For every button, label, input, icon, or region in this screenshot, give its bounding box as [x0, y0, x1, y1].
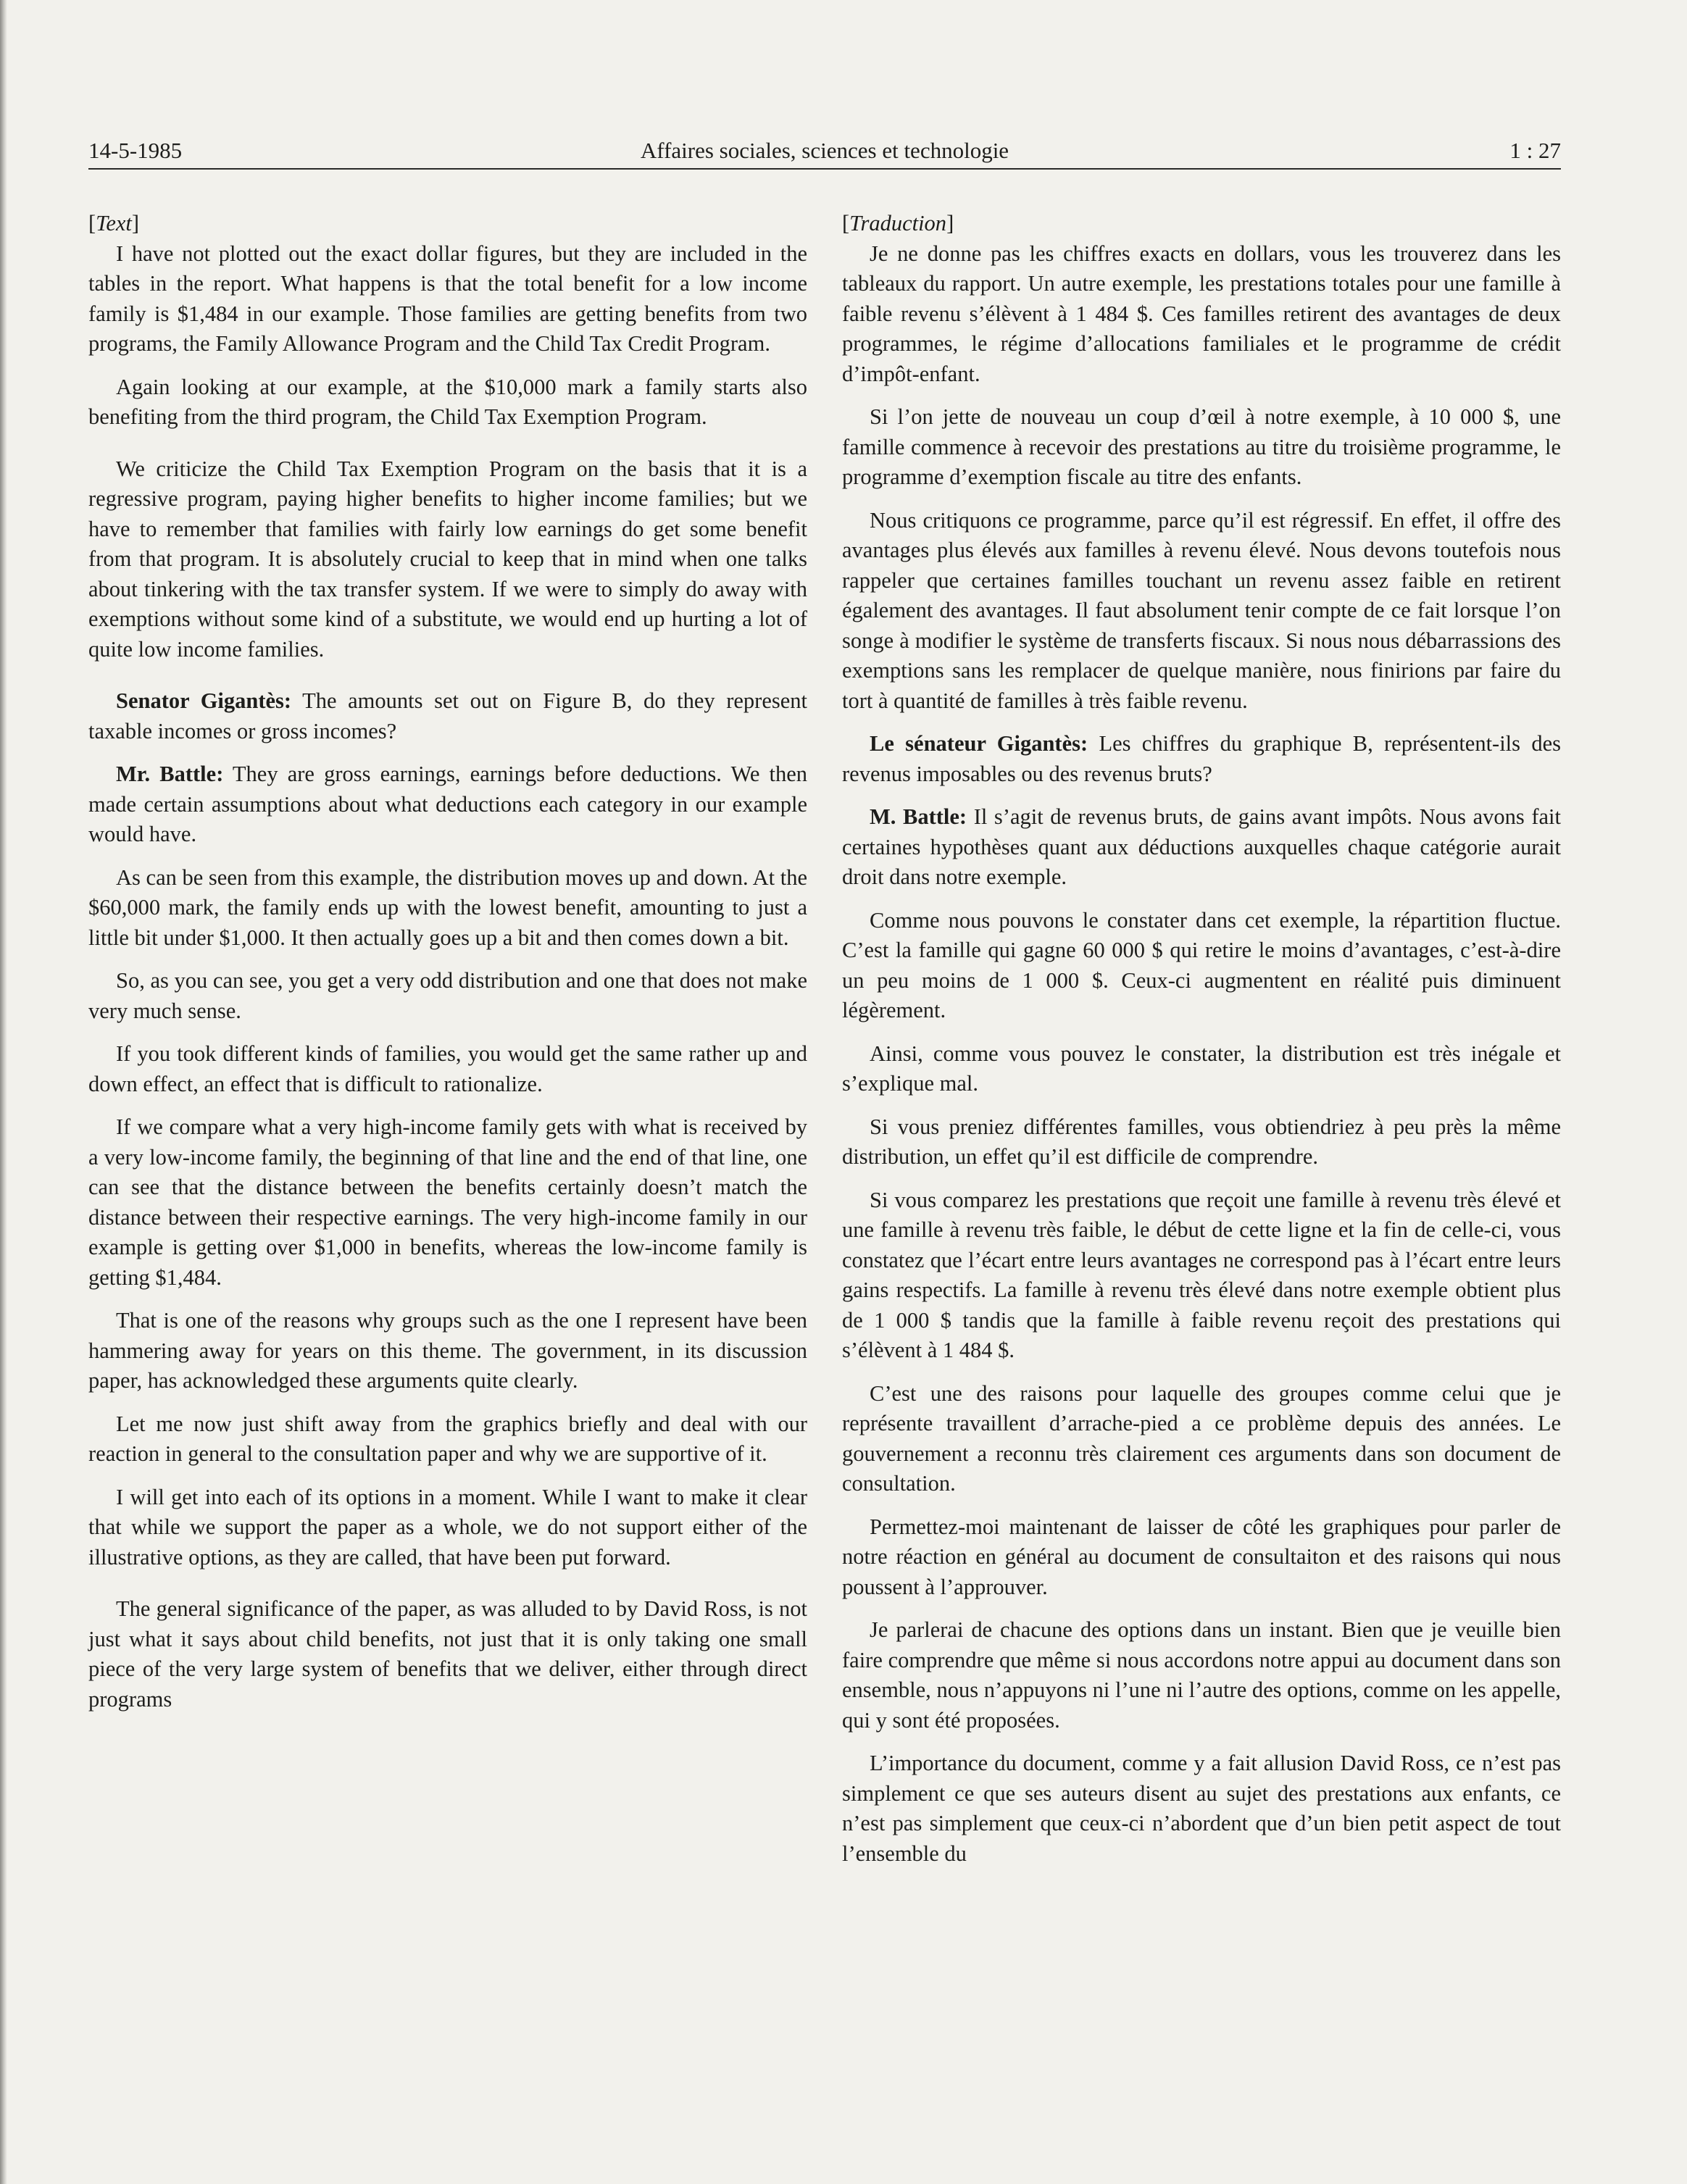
page-binding-edge [0, 0, 7, 2184]
french-paragraph: Ainsi, comme vous pouvez le constater, la distribution est très inégale et s’explique mal. [842, 1041, 1561, 1096]
header-title: Affaires sociales, sciences et technologie [640, 138, 1009, 163]
french-paragraph: Je ne donne pas les chiffres exacts en dollars, vous les trouverez dans les tableaux du rapport. Un autre exemple, les prestations totales pour une famille à faible revenu s’élèvent à 1 484 $. Ces familles retirent des avantages de deux programmes, le régime d’allocations familiales et le programme de crédit d’impôt-enfant. [842, 241, 1561, 386]
english-paragraph: The general significance of the paper, as was alluded to by David Ross, is not just what it says about child benefits, not just that it is only taking one small piece of the very large system of benefits that we deliver, either through direct programs [88, 1596, 807, 1712]
french-paragraph-speaker: Le sénateur Gigantès: Les chiffres du graphique B, représentent-ils des revenus imposables ou des revenus bruts? [842, 731, 1561, 786]
french-tag-label: Traduction [849, 211, 947, 236]
english-paragraph: Again looking at our example, at the $10,000 mark a family starts also benefiting from the third program, the Child Tax Exemption Program. [88, 374, 807, 429]
french-paragraph: Je parlerai de chacune des options dans un instant. Bien que je veuille bien faire comprendre que même si nous accordons notre appui au document dans son ensemble, nous n’appuyons ni l’une ni l’autre des options, comme on les appelle, qui y sont été proposées. [842, 1617, 1561, 1733]
english-paragraph: I will get into each of its options in a moment. While I want to make it clear that while we support the paper as a whole, we do not support either of the illustrative options, as they are called, that have been put forward. [88, 1484, 807, 1570]
english-paragraph-speaker: Mr. Battle: They are gross earnings, earnings before deductions. We then made certain assumptions about what deductions each category in our example would have. [88, 762, 807, 846]
french-column [842, 209, 1561, 1882]
french-paragraph-speaker: M. Battle: Il s’agit de revenus bruts, de gains avant impôts. Nous avons fait certaines hypothèses quant aux déductions auxquelles chaque catégorie aurait droit dans notre exemple. [842, 804, 1561, 889]
english-paragraph: We criticize the Child Tax Exemption Program on the basis that it is a regressive program, paying higher benefits to higher income families; but we have to remember that families with fairly low earnings do get some benefit from that program. It is absolutely crucial to keep that in mind when one talks about tinkering with the tax transfer system. If we were to simply do away with exemptions without some kind of a substitute, we would end up hurting a lot of quite low income families. [88, 456, 807, 662]
french-paragraph: Permettez-moi maintenant de laisser de côté les graphiques pour parler de notre réaction en général au document de consultaiton et des raisons qui nous poussent à l’approuver. [842, 1514, 1561, 1599]
english-paragraph: If you took different kinds of families, you would get the same rather up and down effect, an effect that is difficult to rationalize. [88, 1041, 807, 1096]
french-paragraph: Si vous comparez les prestations que reçoit une famille à revenu très élevé et une famille à revenu très faible, le début de cette ligne et la fin de celle-ci, vous constatez que l’écart entre leurs avantages ne correspond pas à l’écart entre leurs gains respectifs. La famille à revenu très élevé dans notre exemple obtient plus de 1 000 $ tandis que la famille à faible revenu reçoit des prestations qui s’élèvent à 1 484 $. [842, 1187, 1561, 1362]
english-paragraph-speaker: Senator Gigantès: The amounts set out on Figure B, do they represent taxable incomes or gross incomes? [88, 688, 807, 743]
french-paragraph: Comme nous pouvons le constater dans cet exemple, la répartition fluctue. C’est la famille qui gagne 60 000 $ qui retire le moins d’avantages, c’est-à-dire un peu moins de 1 000 $. Ceux-ci augmentent en réalité puis diminuent légèrement. [842, 907, 1561, 1022]
header-date: 14-5-1985 [88, 138, 183, 163]
english-column [88, 209, 807, 1727]
english-tag-label: Text [96, 211, 132, 236]
speaker-name: M. Battle: [870, 804, 967, 829]
english-paragraph: As can be seen from this example, the distribution moves up and down. At the $60,000 mark, the family ends up with the lowest benefit, amounting to just a little bit under $1,000. It then actually goes up a bit and then comes down a bit. [88, 864, 807, 950]
french-paragraph: Nous critiquons ce programme, parce qu’il est régressif. En effet, il offre des avantages plus élevés aux familles à revenu élevé. Nous devons toutefois nous rappeler que certaines familles touchant un revenu assez faible en retirent également des avantages. Il faut absolument tenir compte de ce fait lorsque l’on songe à modifier le système de transferts fiscaux. Si nous nous débarrassions des exemptions sans les remplacer de quelque manière, nous finirions par faire du tort à quantité de familles à très faible revenu. [842, 507, 1561, 713]
english-paragraph: So, as you can see, you get a very odd distribution and one that does not make very much sense. [88, 968, 807, 1023]
header-rule [88, 168, 1561, 170]
french-paragraph: Si vous preniez différentes familles, vous obtiendriez à peu près la même distribution, un effet qu’il est difficile de comprendre. [842, 1114, 1561, 1169]
french-paragraph: C’est une des raisons pour laquelle des groupes comme celui que je représente travaillent d’arrache-pied a ce problème depuis des années. Le gouvernement a reconnu très clairement ces arguments dans son document de consultation. [842, 1380, 1561, 1496]
speaker-name: Senator Gigantès: [116, 688, 292, 713]
french-tag: [Traduction] [842, 211, 954, 236]
english-paragraph: I have not plotted out the exact dollar figures, but they are included in the tables in the report. What happens is that the total benefit for a low income family is $1,484 in our example. Those families are getting benefits from two programs, the Family Allowance Program and the Child Tax Credit Program. [88, 241, 807, 356]
english-paragraph: Let me now just shift away from the graphics briefly and deal with our reaction in general to the consultation paper and why we are supportive of it. [88, 1411, 807, 1466]
english-paragraph: If we compare what a very high-income family gets with what is received by a very low-income family, the beginning of that line and the end of that line, one can see that the distance between the benefits certainly doesn’t match the distance between their respective earnings. The very high-income family in our example is getting over $1,000 in benefits, whereas the low-income family is getting $1,484. [88, 1114, 807, 1290]
page-header [88, 135, 1561, 167]
speaker-name: Mr. Battle: [116, 762, 224, 786]
french-paragraph: L’importance du document, comme y a fait allusion David Ross, ce n’est pas simplement ce que ses auteurs disent au sujet des prestations aux enfants, ce n’est pas simplement que ceux-ci n’abordent que d’un bien petit aspect de tout l’ensemble du [842, 1751, 1561, 1866]
speaker-name: Le sénateur Gigantès: [870, 731, 1088, 756]
english-paragraph: That is one of the reasons why groups such as the one I represent have been hammering away for years on this theme. The government, in its discussion paper, has acknowledged these arguments quite clearly. [88, 1308, 807, 1393]
english-tag: [Text] [88, 211, 140, 236]
french-paragraph: Si l’on jette de nouveau un coup d’œil à notre exemple, à 10 000 $, une famille commence à recevoir des prestations au titre du troisième programme, le programme d’exemption fiscale au titre des enfants. [842, 404, 1561, 489]
header-page-number: 1 : 27 [1509, 138, 1561, 163]
